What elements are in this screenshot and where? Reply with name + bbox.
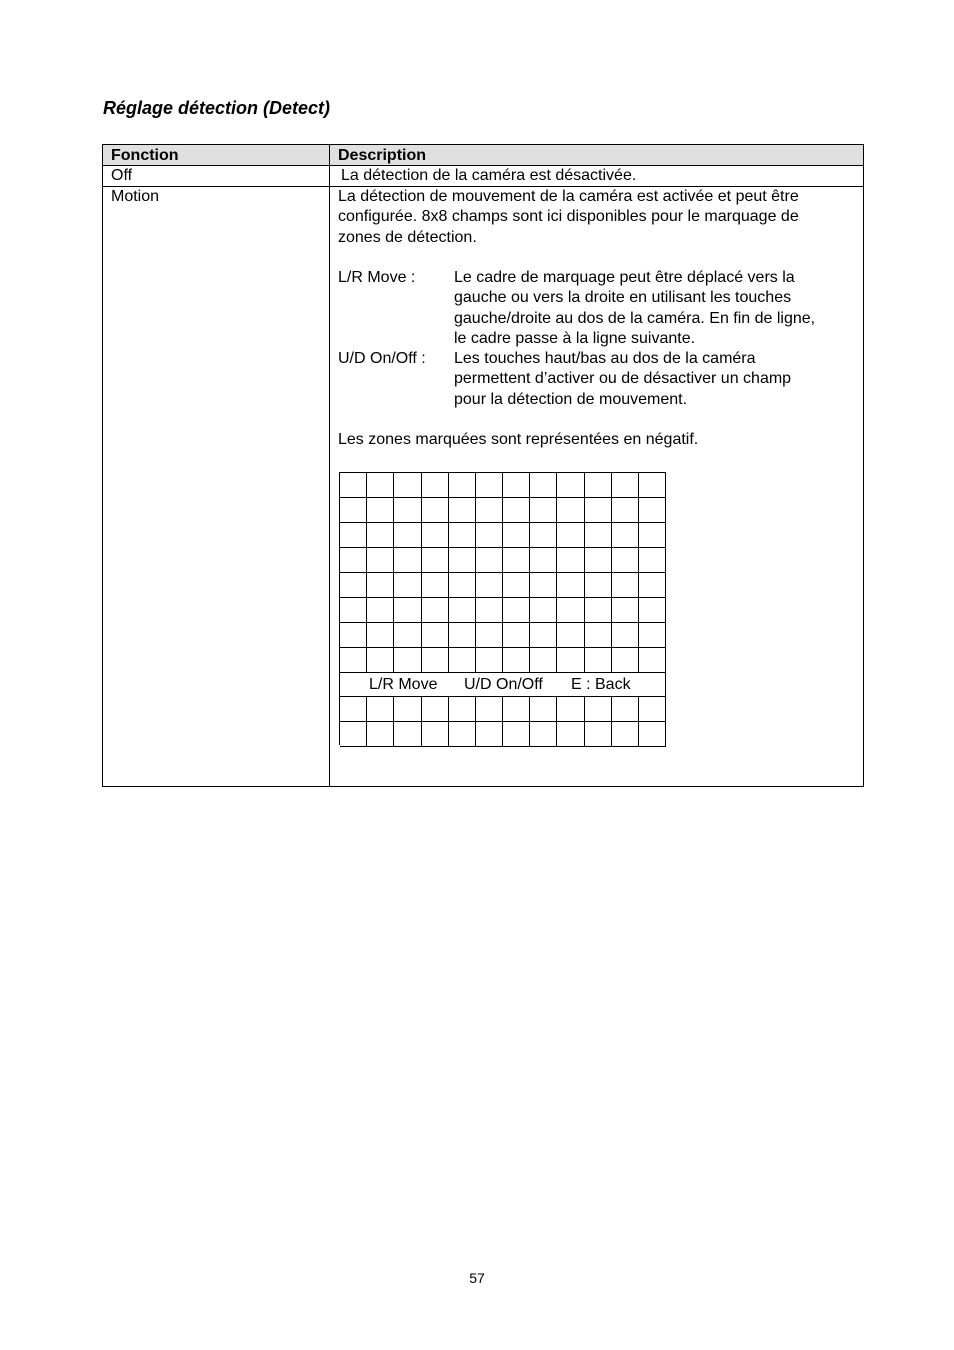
grid-cell	[476, 598, 503, 623]
key-description-line: gauche ou vers la droite en utilisant les touches	[454, 289, 792, 307]
grid-cell	[449, 473, 476, 498]
grid-cell	[530, 722, 557, 747]
key-description-line: Les touches haut/bas au dos de la caméra	[454, 350, 756, 367]
key-ud-onoff-description	[454, 349, 791, 410]
page-title: Réglage détection (Detect)	[103, 98, 331, 118]
grid-cell	[367, 722, 394, 747]
grid-cell	[340, 722, 367, 747]
grid-cell	[367, 623, 394, 648]
grid-cell	[476, 648, 503, 673]
grid-row	[340, 623, 666, 648]
column-divider	[329, 145, 330, 786]
grid-cell	[557, 623, 585, 648]
grid-row	[340, 648, 666, 673]
grid-cell	[503, 473, 530, 498]
grid-cell	[557, 573, 585, 598]
grid-cell	[367, 548, 394, 573]
grid-cell	[557, 722, 585, 747]
motion-intro	[338, 187, 799, 248]
grid-cell	[612, 598, 639, 623]
grid-cell	[449, 548, 476, 573]
grid-cell	[503, 548, 530, 573]
page-number: 57	[469, 1270, 485, 1286]
grid-cell	[612, 573, 639, 598]
grid-cell	[340, 473, 367, 498]
grid-cell	[585, 623, 612, 648]
grid-cell	[449, 523, 476, 548]
grid-row	[340, 697, 666, 722]
grid-cell	[476, 498, 503, 523]
grid-cell	[612, 722, 639, 747]
grid-cell	[394, 498, 422, 523]
grid-cell	[367, 473, 394, 498]
grid-cell	[394, 523, 422, 548]
grid-cell	[639, 523, 666, 548]
grid-cell	[585, 573, 612, 598]
motion-intro-line: zones de détection.	[338, 228, 477, 246]
grid-cell	[639, 648, 666, 673]
grid-row	[340, 498, 666, 523]
grid-label-back: E : Back	[571, 676, 631, 693]
grid-cell	[367, 648, 394, 673]
grid-cell	[394, 473, 422, 498]
grid-cell	[585, 697, 612, 722]
grid-cell	[449, 498, 476, 523]
grid-cell	[422, 573, 449, 598]
grid-cell	[530, 623, 557, 648]
grid-cell	[449, 623, 476, 648]
key-description-line: le cadre passe à la ligne suivante.	[454, 329, 696, 347]
key-description-line: gauche/droite au dos de la caméra. En fin de ligne,	[454, 309, 816, 327]
grid-cell	[612, 623, 639, 648]
grid-cell	[476, 722, 503, 747]
grid-cell	[503, 573, 530, 598]
grid-cell	[639, 623, 666, 648]
grid-cell	[367, 573, 394, 598]
grid-cell	[503, 722, 530, 747]
grid-cell	[422, 623, 449, 648]
grid-row	[340, 598, 666, 623]
detection-grid	[339, 472, 666, 745]
grid-cell	[422, 498, 449, 523]
description-off: La détection de la caméra est désactivée.	[341, 167, 637, 184]
grid-cell	[612, 473, 639, 498]
grid-cell	[394, 548, 422, 573]
grid-cell	[340, 548, 367, 573]
grid-cell	[394, 598, 422, 623]
grid-cell	[503, 623, 530, 648]
function-motion: Motion	[111, 188, 160, 205]
grid-cell	[612, 548, 639, 573]
grid-cell	[340, 598, 367, 623]
grid-label-row	[340, 673, 666, 697]
grid-cell	[585, 648, 612, 673]
header-fonction: Fonction	[111, 147, 179, 164]
grid-cell	[340, 498, 367, 523]
grid-cell	[503, 648, 530, 673]
key-description-line: pour la détection de mouvement.	[454, 390, 688, 408]
key-ud-onoff: U/D On/Off :	[338, 350, 426, 367]
table-header-row	[103, 145, 863, 166]
grid-cell	[585, 523, 612, 548]
key-description-line: permettent d’activer ou de désactiver un champ	[454, 370, 792, 388]
grid-cell	[503, 598, 530, 623]
grid-cell	[422, 473, 449, 498]
grid-cell	[340, 523, 367, 548]
function-table	[102, 144, 864, 787]
grid-cell	[585, 548, 612, 573]
grid-row	[340, 548, 666, 573]
key-lr-move-description	[454, 268, 815, 349]
grid-row	[340, 523, 666, 548]
grid-cell	[639, 548, 666, 573]
grid-cell	[639, 473, 666, 498]
grid-cell	[530, 697, 557, 722]
grid-cell	[557, 498, 585, 523]
grid-cell	[557, 523, 585, 548]
grid-cell	[367, 598, 394, 623]
grid-cell	[585, 598, 612, 623]
grid-cell	[503, 697, 530, 722]
grid-cell	[612, 523, 639, 548]
grid-cell	[612, 648, 639, 673]
motion-intro-line: configurée. 8x8 champs sont ici disponibles pour le marquage de	[338, 208, 799, 226]
grid-cell	[422, 648, 449, 673]
grid-cell	[530, 523, 557, 548]
grid-cell	[340, 623, 367, 648]
grid-cell	[449, 648, 476, 673]
grid-cell	[530, 548, 557, 573]
header-description: Description	[338, 147, 427, 164]
grid-cell	[449, 598, 476, 623]
grid-cell	[367, 498, 394, 523]
grid-cell	[476, 573, 503, 598]
function-off: Off	[111, 167, 133, 184]
grid-cell	[422, 722, 449, 747]
grid-cell	[530, 573, 557, 598]
grid-cell	[367, 523, 394, 548]
grid-cell	[639, 598, 666, 623]
grid-cell	[557, 473, 585, 498]
grid-cell	[639, 498, 666, 523]
grid-cell	[394, 648, 422, 673]
grid-cell	[585, 473, 612, 498]
grid-cell	[639, 573, 666, 598]
grid-cell	[476, 697, 503, 722]
grid-cell	[476, 473, 503, 498]
grid-cell	[449, 697, 476, 722]
grid-cell	[557, 548, 585, 573]
negative-note: Les zones marquées sont représentées en négatif.	[338, 431, 699, 448]
grid-cell	[612, 498, 639, 523]
grid-label-ud-onoff: U/D On/Off	[464, 676, 543, 693]
grid-cell	[476, 623, 503, 648]
grid-cell	[503, 523, 530, 548]
grid-cell	[639, 722, 666, 747]
grid-cell	[422, 523, 449, 548]
grid-cell	[394, 573, 422, 598]
grid-cell	[612, 697, 639, 722]
grid-cell	[394, 697, 422, 722]
grid-cell	[340, 573, 367, 598]
grid-cell	[422, 598, 449, 623]
grid-cell	[476, 548, 503, 573]
grid-cell	[585, 498, 612, 523]
grid-cell	[449, 722, 476, 747]
grid-cell	[367, 697, 394, 722]
grid-cell	[639, 697, 666, 722]
grid-cell	[557, 648, 585, 673]
grid-row	[340, 473, 666, 498]
grid-cell	[394, 722, 422, 747]
grid-cell	[503, 498, 530, 523]
grid-cell	[394, 623, 422, 648]
grid-cell	[557, 598, 585, 623]
grid-cell	[557, 697, 585, 722]
grid-row	[340, 722, 666, 747]
grid-cell	[530, 498, 557, 523]
grid-cell	[449, 573, 476, 598]
grid-cell	[422, 548, 449, 573]
grid-cell	[422, 697, 449, 722]
key-lr-move: L/R Move :	[338, 269, 416, 286]
grid-label-lr-move: L/R Move	[369, 676, 438, 693]
key-description-line: Le cadre de marquage peut être déplacé vers la	[454, 269, 795, 286]
grid-cell	[476, 523, 503, 548]
grid-cell	[530, 598, 557, 623]
grid-row	[340, 573, 666, 598]
grid-cell	[585, 722, 612, 747]
motion-intro-line: La détection de mouvement de la caméra est activée et peut être	[338, 188, 799, 205]
grid-cell	[530, 473, 557, 498]
grid-cell	[340, 648, 367, 673]
grid-cell	[340, 697, 367, 722]
grid-cell	[530, 648, 557, 673]
